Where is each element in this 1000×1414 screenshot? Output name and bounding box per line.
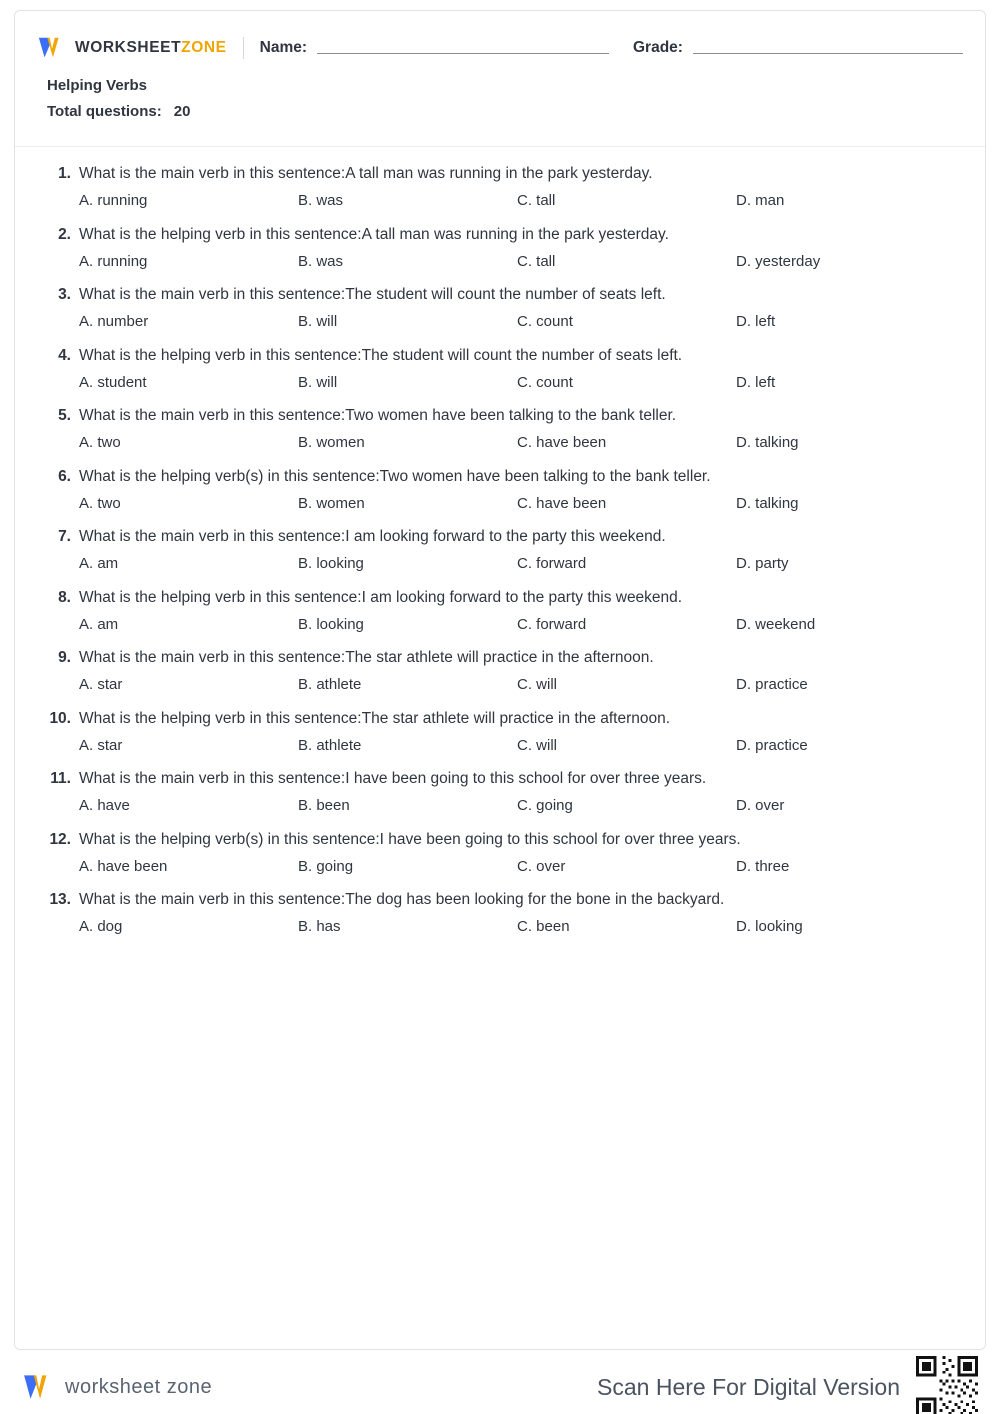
choice-option[interactable]: D. over bbox=[736, 797, 785, 814]
question-number: 13. bbox=[49, 891, 71, 908]
question-line bbox=[37, 165, 963, 183]
choice-option[interactable]: C. over bbox=[517, 857, 566, 875]
name-field[interactable] bbox=[260, 39, 609, 57]
choice-option[interactable]: A. running bbox=[79, 192, 148, 209]
question-item bbox=[37, 831, 963, 875]
choice-option[interactable]: B. was bbox=[298, 252, 344, 270]
choice-option[interactable]: A. two bbox=[79, 434, 121, 451]
choice-option[interactable]: C. have been bbox=[517, 434, 607, 451]
question-item bbox=[37, 528, 963, 572]
question-text: What is the main verb in this sentence:I am looking forward to the party this weekend. bbox=[79, 528, 666, 545]
choice-option[interactable]: C. tall bbox=[517, 252, 556, 270]
choices-row bbox=[79, 253, 963, 270]
w-logo-icon bbox=[37, 33, 67, 63]
question-line bbox=[37, 770, 963, 788]
question-item bbox=[37, 286, 963, 330]
footer-brand-word-1: worksheet bbox=[65, 1375, 161, 1398]
choices-row bbox=[79, 555, 963, 572]
choices-row bbox=[79, 858, 963, 875]
choice-option[interactable]: C. going bbox=[517, 797, 573, 814]
header-divider bbox=[243, 37, 244, 59]
choices-row bbox=[79, 797, 963, 814]
question-item bbox=[37, 165, 963, 209]
choice-option[interactable]: B. will bbox=[298, 313, 338, 330]
choices-row bbox=[79, 434, 963, 451]
choice-option[interactable]: C. been bbox=[517, 918, 570, 935]
choice-option[interactable]: B. looking bbox=[298, 615, 364, 633]
question-line bbox=[37, 589, 963, 607]
grade-label: Grade: bbox=[633, 39, 683, 56]
question-line bbox=[37, 347, 963, 365]
choices-row bbox=[79, 192, 963, 209]
total-questions-value: 20 bbox=[173, 103, 191, 120]
question-text: What is the main verb in this sentence:Two women have been talking to the bank teller. bbox=[79, 407, 677, 424]
footer-brand-logo bbox=[22, 1370, 212, 1404]
choice-option[interactable]: A. dog bbox=[79, 918, 123, 935]
choice-option[interactable]: C. will bbox=[517, 676, 557, 693]
choice-option[interactable]: B. athlete bbox=[298, 736, 362, 754]
question-text: What is the helping verb in this sentence:A tall man was running in the park yesterday. bbox=[79, 225, 669, 243]
question-number: 7. bbox=[58, 528, 71, 545]
choice-option[interactable]: D. weekend bbox=[736, 615, 816, 633]
choices-row bbox=[79, 918, 963, 935]
choice-option[interactable]: A. running bbox=[79, 252, 148, 270]
choice-option[interactable]: A. have been bbox=[79, 857, 168, 875]
choice-option[interactable]: A. student bbox=[79, 373, 147, 391]
question-number: 3. bbox=[58, 286, 71, 303]
question-line bbox=[37, 286, 963, 304]
qr-code[interactable] bbox=[916, 1356, 978, 1414]
brand-logo-text bbox=[75, 39, 227, 57]
footer-brand-word-2: zone bbox=[166, 1375, 213, 1398]
worksheet-footer bbox=[14, 1360, 986, 1414]
questions-list bbox=[15, 147, 985, 935]
question-text: What is the helping verb(s) in this sentence:Two women have been talking to the bank teller. bbox=[79, 467, 711, 485]
choice-option[interactable]: A. number bbox=[79, 313, 149, 330]
question-line bbox=[37, 831, 963, 849]
choice-option[interactable]: B. will bbox=[298, 373, 338, 391]
question-number: 8. bbox=[58, 588, 71, 606]
choice-option[interactable]: A. am bbox=[79, 615, 119, 633]
question-text: What is the main verb in this sentence:The star athlete will practice in the afternoon. bbox=[79, 649, 654, 666]
choices-row bbox=[79, 374, 963, 391]
choice-option[interactable]: D. man bbox=[736, 192, 785, 209]
question-number: 5. bbox=[58, 407, 71, 424]
question-item bbox=[37, 649, 963, 693]
question-line bbox=[37, 468, 963, 486]
question-item bbox=[37, 589, 963, 633]
choice-option[interactable]: B. looking bbox=[298, 555, 364, 572]
header-top-row bbox=[37, 11, 963, 77]
choice-option[interactable]: D. three bbox=[736, 857, 790, 875]
choice-option[interactable]: D. left bbox=[736, 373, 776, 391]
question-number: 2. bbox=[58, 225, 71, 243]
choices-row bbox=[79, 616, 963, 633]
question-text: What is the helping verb(s) in this sentence:I have been going to this school for over three years. bbox=[79, 830, 741, 848]
name-label: Name: bbox=[259, 39, 308, 56]
choice-option[interactable]: B. has bbox=[298, 918, 341, 935]
choice-option[interactable]: D. practice bbox=[736, 676, 808, 693]
worksheet-sheet bbox=[14, 10, 986, 1350]
question-number: 11. bbox=[50, 770, 71, 787]
choice-option[interactable]: D. practice bbox=[736, 736, 808, 754]
question-item bbox=[37, 226, 963, 270]
question-line bbox=[37, 407, 963, 425]
question-number: 9. bbox=[58, 649, 71, 666]
question-number: 6. bbox=[58, 467, 71, 485]
worksheet-title: Helping Verbs bbox=[47, 77, 148, 94]
brand-word-2: ZONE bbox=[181, 39, 227, 56]
choices-row bbox=[79, 737, 963, 754]
grade-field[interactable] bbox=[633, 39, 963, 57]
choice-option[interactable]: D. looking bbox=[736, 918, 803, 935]
choice-option[interactable]: A. star bbox=[79, 736, 123, 754]
choice-option[interactable]: B. been bbox=[298, 797, 350, 814]
question-item bbox=[37, 407, 963, 451]
header-meta bbox=[37, 77, 963, 120]
choice-option[interactable]: B. was bbox=[298, 192, 344, 209]
total-questions bbox=[47, 103, 963, 120]
choice-option[interactable]: B. going bbox=[298, 857, 354, 875]
choices-row bbox=[79, 676, 963, 693]
question-line bbox=[37, 226, 963, 244]
choices-row bbox=[79, 495, 963, 512]
choice-option[interactable]: A. star bbox=[79, 676, 123, 693]
question-text: What is the main verb in this sentence:The student will count the number of seats left. bbox=[79, 286, 666, 303]
question-text: What is the main verb in this sentence:The dog has been looking for the bone in the backyard. bbox=[79, 891, 725, 908]
question-line bbox=[37, 528, 963, 546]
brand-logo bbox=[37, 33, 227, 63]
question-number: 12. bbox=[49, 830, 71, 848]
question-text: What is the helping verb in this sentence:The star athlete will practice in the afternoon. bbox=[79, 709, 671, 727]
choice-option[interactable]: B. women bbox=[298, 494, 365, 512]
question-text: What is the helping verb in this sentence:The student will count the number of seats left. bbox=[79, 346, 683, 364]
question-line bbox=[37, 649, 963, 667]
question-line bbox=[37, 710, 963, 728]
choice-option[interactable]: B. athlete bbox=[298, 676, 362, 693]
question-number: 4. bbox=[58, 346, 71, 364]
choice-option[interactable]: A. am bbox=[79, 555, 119, 572]
choice-option[interactable]: D. talking bbox=[736, 434, 799, 451]
question-item bbox=[37, 770, 963, 814]
choices-row bbox=[79, 313, 963, 330]
choice-option[interactable]: D. talking bbox=[736, 494, 799, 512]
choice-option[interactable]: C. forward bbox=[517, 615, 587, 633]
choice-option[interactable]: A. have bbox=[79, 797, 130, 814]
total-questions-label: Total questions: bbox=[47, 103, 162, 120]
choice-option[interactable]: D. party bbox=[736, 555, 789, 572]
scan-here-text: Scan Here For Digital Version bbox=[597, 1373, 900, 1400]
question-item bbox=[37, 891, 963, 935]
choice-option[interactable]: C. will bbox=[517, 736, 557, 754]
question-item bbox=[37, 468, 963, 512]
name-write-line[interactable] bbox=[317, 53, 609, 54]
choice-option[interactable]: A. two bbox=[79, 494, 121, 512]
choice-option[interactable]: C. have been bbox=[517, 494, 607, 512]
question-item bbox=[37, 710, 963, 754]
choice-option[interactable]: C. tall bbox=[517, 192, 556, 209]
question-item bbox=[37, 347, 963, 391]
question-text: What is the helping verb in this sentence:I am looking forward to the party this weekend. bbox=[79, 588, 683, 606]
choice-option[interactable]: C. count bbox=[517, 313, 573, 330]
choice-option[interactable]: B. women bbox=[298, 434, 365, 451]
w-logo-icon bbox=[22, 1370, 56, 1404]
question-line bbox=[37, 891, 963, 909]
question-number: 10. bbox=[49, 709, 71, 727]
choice-option[interactable]: D. yesterday bbox=[736, 252, 821, 270]
choice-option[interactable]: C. forward bbox=[517, 555, 587, 572]
choice-option[interactable]: D. left bbox=[736, 313, 776, 330]
question-text: What is the main verb in this sentence:A tall man was running in the park yesterday. bbox=[79, 165, 653, 182]
footer-brand-text bbox=[65, 1376, 212, 1399]
question-number: 1. bbox=[58, 165, 71, 182]
choice-option[interactable]: C. count bbox=[517, 373, 573, 391]
question-text: What is the main verb in this sentence:I have been going to this school for over three years. bbox=[79, 770, 707, 787]
worksheet-header bbox=[15, 11, 985, 147]
grade-write-line[interactable] bbox=[693, 53, 963, 54]
brand-word-1: WORKSHEET bbox=[75, 39, 182, 56]
